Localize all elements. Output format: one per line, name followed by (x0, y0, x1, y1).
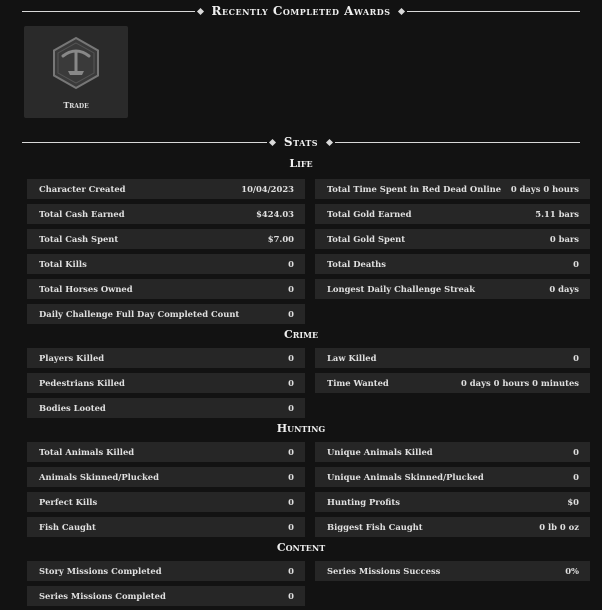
stat-row (315, 373, 590, 393)
stat-row (315, 492, 590, 512)
stat-label: Perfect Kills (39, 497, 98, 507)
stat-value: 0 days 0 hours 0 minutes (461, 378, 579, 388)
stat-label: Hunting Profits (327, 497, 400, 507)
stat-value: 0 (288, 378, 294, 388)
stat-label: Unique Animals Killed (327, 447, 433, 457)
stat-row (27, 348, 305, 368)
stat-value: 0 (288, 566, 294, 576)
stat-row (27, 229, 305, 249)
stat-label: Daily Challenge Full Day Completed Count (39, 309, 240, 319)
section-title-content: Content (276, 541, 326, 554)
section-title-crime: Crime (283, 328, 319, 341)
stat-value: $424.03 (256, 209, 294, 219)
stat-value: $7.00 (267, 234, 294, 244)
stat-row (27, 517, 305, 537)
stat-value: 0 (288, 447, 294, 457)
stat-label: Total Animals Killed (39, 447, 135, 457)
stat-value: 0 (573, 472, 579, 482)
stat-label: Biggest Fish Caught (327, 522, 423, 532)
stat-label: Total Gold Spent (327, 234, 406, 244)
stat-label: Character Created (39, 184, 126, 194)
divider-line (335, 142, 580, 143)
stat-value: 5.11 bars (535, 209, 579, 219)
divider-line (22, 142, 267, 143)
stat-row (27, 492, 305, 512)
stat-row (27, 442, 305, 462)
stat-label: Longest Daily Challenge Streak (327, 284, 476, 294)
stat-value: 0 (288, 309, 294, 319)
stat-label: Total Kills (39, 259, 87, 269)
stat-value: 0 (288, 403, 294, 413)
stat-row (315, 179, 590, 199)
stat-label: Total Gold Earned (327, 209, 412, 219)
stat-label: Story Missions Completed (39, 566, 162, 576)
stat-value: 0% (565, 566, 579, 576)
stat-row (27, 467, 305, 487)
stat-row (315, 561, 590, 581)
stat-label: Pedestrians Killed (39, 378, 125, 388)
divider-line (22, 11, 195, 12)
stat-row (315, 348, 590, 368)
stat-label: Fish Caught (39, 522, 96, 532)
stat-value: 0 (288, 497, 294, 507)
divider-diamond (269, 138, 276, 145)
divider-diamond (326, 138, 333, 145)
stat-row (315, 279, 590, 299)
stat-row (27, 279, 305, 299)
stat-label: Total Cash Earned (39, 209, 125, 219)
stat-value: 0 lb 0 oz (539, 522, 579, 532)
stat-label: Players Killed (39, 353, 105, 363)
stat-value: 0 bars (549, 234, 579, 244)
stat-row (315, 517, 590, 537)
stat-row (315, 229, 590, 249)
stat-row (27, 398, 305, 418)
stat-row (27, 254, 305, 274)
stat-value: 0 days 0 hours (510, 184, 579, 194)
stat-label: Unique Animals Skinned/Plucked (327, 472, 484, 482)
stat-value: 0 (573, 259, 579, 269)
stat-label: Total Deaths (327, 259, 386, 269)
stat-value: 0 (288, 591, 294, 601)
section-title-hunting: Hunting (276, 422, 326, 435)
stat-row (315, 254, 590, 274)
stats-title: Stats (283, 135, 319, 149)
stat-label: Total Cash Spent (39, 234, 119, 244)
stat-row (27, 304, 305, 324)
stat-value: 0 (288, 353, 294, 363)
stat-value: 0 (288, 522, 294, 532)
divider-diamond (196, 7, 203, 14)
section-title-life: Life (289, 157, 313, 170)
stat-value: 0 (573, 447, 579, 457)
stat-label: Law Killed (327, 353, 377, 363)
stat-label: Series Missions Completed (39, 591, 166, 601)
stat-label: Time Wanted (327, 378, 389, 388)
divider-diamond (398, 7, 405, 14)
stat-value: 0 days (549, 284, 579, 294)
stat-row (27, 179, 305, 199)
divider-line (407, 11, 580, 12)
awards-header (22, 1, 580, 21)
stat-label: Total Time Spent in Red Dead Online (327, 184, 502, 194)
stat-label: Animals Skinned/Plucked (39, 472, 159, 482)
stat-row (315, 204, 590, 224)
stat-row (27, 561, 305, 581)
stat-label: Series Missions Success (327, 566, 441, 576)
stat-label: Bodies Looted (39, 403, 106, 413)
award-tile-trade[interactable] (24, 26, 128, 118)
stat-value: 0 (288, 284, 294, 294)
stat-row (27, 586, 305, 606)
stat-row (27, 204, 305, 224)
stat-value: 0 (573, 353, 579, 363)
stat-row (315, 467, 590, 487)
award-label: Trade (63, 100, 89, 110)
stat-row (315, 442, 590, 462)
awards-title: Recently Completed Awards (211, 4, 391, 18)
stat-value: $0 (567, 497, 579, 507)
stat-label: Total Horses Owned (39, 284, 133, 294)
stat-value: 0 (288, 259, 294, 269)
stat-value: 0 (288, 472, 294, 482)
pickaxe-hexagon-icon (49, 36, 103, 90)
stat-row (27, 373, 305, 393)
stat-value: 10/04/2023 (241, 184, 294, 194)
stats-header (22, 132, 580, 152)
